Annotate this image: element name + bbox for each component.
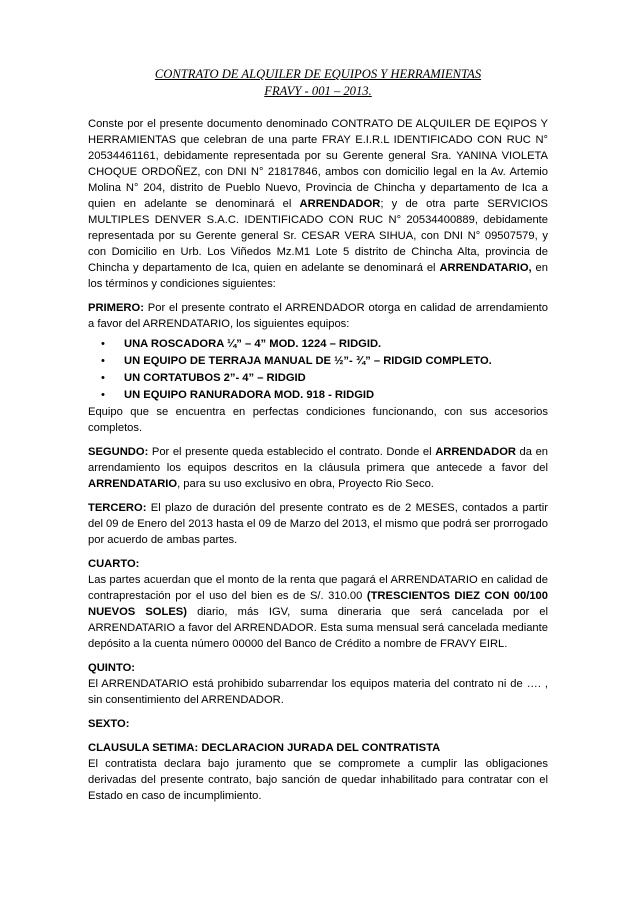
intro-paragraph <box>88 116 548 292</box>
title-line-2: FRAVY - 001 – 2013. <box>264 84 372 98</box>
quinto-clause: El ARRENDATARIO está prohibido subarrendar los equipos materia del contrato ni de …. , sin consentimiento del ARRENDADOR. <box>88 678 548 706</box>
list-item <box>101 387 548 404</box>
list-item <box>101 353 548 370</box>
primero-text: Por el presente contrato el ARRENDADOR otorga en calidad de arrendamiento a favor del ARRENDATARIO, los siguientes equipos: <box>88 302 548 330</box>
bullet-icon: • <box>101 389 105 401</box>
list-item <box>101 370 548 387</box>
cuarto-text-2: diario, más IGV, suma dineraria que será cancelada por el ARRENDATARIO a favor del ARRENDADOR. Esta suma mensual será cancelada mediante depósito a la cuenta número 00000 del Banco de Crédito a nombre de FRAVY EIRL. <box>88 606 548 650</box>
intro-text-3: en los términos y condiciones siguientes: <box>88 262 548 290</box>
intro-text-1: Conste por el presente documento denominado CONTRATO DE ALQUILER DE EQIPOS Y HERRAMIENTAS que celebran de una parte FRAY E.I.R.L IDENTIFICADO CON RUC N° 20534461161, debidamente representada por su Gerente general Sra. YANINA VIOLETA CHOQUE ORDOÑEZ, con DNI N° 21817846, ambos con domicilio legal en la Av. Artemio Molina N° 204, distrito de Pueblo Nuevo, Provincia de Chincha y departamento de Ica a quien en adelante se denominará el <box>88 118 548 210</box>
list-item <box>101 336 548 353</box>
contract-title <box>88 66 548 100</box>
intro-arrendatario: ARRENDATARIO, <box>439 262 532 274</box>
cuarto-amount-words: (TRESCIENTOS DIEZ CON 00/100 NUEVOS SOLES) <box>88 590 548 618</box>
equipment-item: UNA ROSCADORA ¼” – 4” MOD. 1224 – RIDGID. <box>124 338 382 350</box>
quinto-label: QUINTO: <box>88 662 136 674</box>
segundo-arrendatario: ARRENDATARIO <box>88 478 178 490</box>
segundo-text-3: , para su uso exclusivo en obra, Proyecto Rio Seco. <box>177 478 434 490</box>
intro-arrendador: ARRENDADOR <box>299 198 381 210</box>
segundo-text-1: Por el presente queda establecido el contrato. Donde el <box>148 446 436 458</box>
setima-label: CLAUSULA SETIMA: DECLARACION JURADA DEL CONTRATISTA <box>88 742 441 754</box>
primero-label: PRIMERO: <box>88 302 144 314</box>
bullet-icon: • <box>101 355 105 367</box>
equipment-item: UN CORTATUBOS 2”- 4” – RIDGID <box>124 372 306 384</box>
title-line-1: CONTRATO DE ALQUILER DE EQUIPOS Y HERRAMIENTAS <box>154 67 482 81</box>
sexto-label: SEXTO: <box>88 718 130 730</box>
tercero-clause <box>88 500 548 548</box>
segundo-clause <box>88 444 548 492</box>
cuarto-clause <box>88 572 548 652</box>
intro-text-2: ; y de otra parte SERVICIOS MULTIPLES DENVER S.A.C. IDENTIFICADO CON RUC N° 20534400889, debidamente representada por su Gerente general Sr. CESAR VERA SIHUA, con DNI N° 09507579, y con Domicilio en Urb. Los Viñedos Mz.M1 Lote 5 distrito de Chincha Alta, provincia de Chincha y departamento de Ica, quien en adelante se denominará el <box>88 198 549 274</box>
segundo-text-2: da en arrendamiento los equipos descritos en la cláusula primera que antecede a favor del <box>88 446 549 474</box>
equipment-item: UN EQUIPO RANURADORA MOD. 918 - RIDGID <box>124 389 375 401</box>
bullet-icon: • <box>101 372 105 384</box>
bullet-icon: • <box>101 338 105 350</box>
cuarto-text-1: Las partes acuerdan que el monto de la renta que pagará el ARRENDATARIO en calidad de contraprestación por el uso del bien es de S/. 310.00 <box>88 574 548 602</box>
segundo-label: SEGUNDO: <box>88 446 149 458</box>
cuarto-label: CUARTO: <box>88 558 140 570</box>
tercero-text: El plazo de duración del presente contrato es de 2 MESES, contados a partir del 09 de Enero del 2013 hasta el 09 de Marzo del 2013, el mismo que podrá ser prorrogado por acuerdo de ambas partes. <box>88 502 548 546</box>
equipment-list <box>88 336 548 404</box>
segundo-arrendador: ARRENDADOR <box>435 446 516 458</box>
tercero-label: TERCERO: <box>88 502 147 514</box>
primero-clause <box>88 300 548 332</box>
equipment-item: UN EQUIPO DE TERRAJA MANUAL DE ½”- ¾” – RIDGID COMPLETO. <box>124 355 492 367</box>
contract-page <box>88 66 548 812</box>
setima-clause: El contratista declara bajo juramento que se compromete a cumplir las obligaciones derivadas del presente contrato, bajo sanción de quedar inhabilitado para contratar con el Estado en caso de incumplimiento. <box>88 758 548 802</box>
equipment-note: Equipo que se encuentra en perfectas condiciones funcionando, con sus accesorios completos. <box>88 406 548 434</box>
